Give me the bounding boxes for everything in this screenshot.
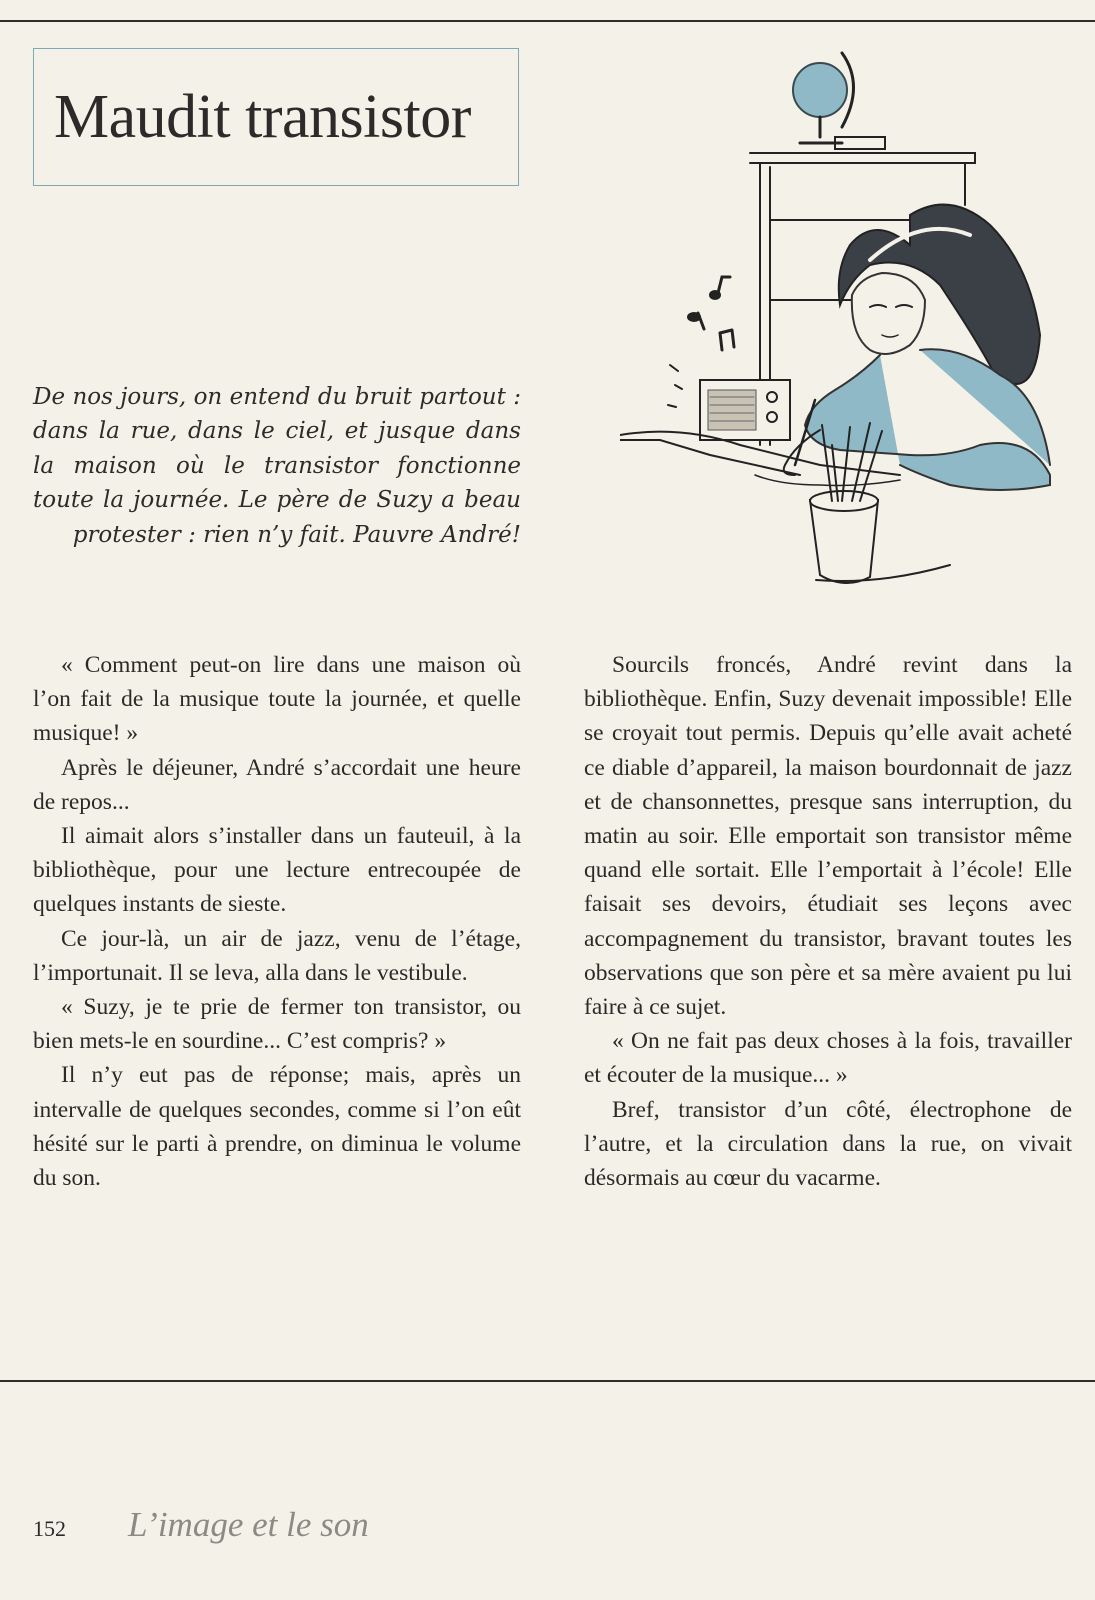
right-column xyxy=(584,648,1072,1195)
top-rule xyxy=(0,20,1095,22)
page-title: Maudit transistor xyxy=(54,83,471,151)
paragraph: « Suzy, je te prie de fermer ton transistor, ou bien mets-le en sourdine... C’est compris? » xyxy=(33,994,521,1055)
paragraph: « On ne fait pas deux choses à la fois, travailler et écouter de la musique... » xyxy=(584,1028,1072,1089)
paragraph: « Comment peut-on lire dans une maison où l’on fait de la musique toute la journée, et quelle musique! » xyxy=(33,652,521,747)
bottom-rule xyxy=(0,1380,1095,1382)
paragraph: Il n’y eut pas de réponse; mais, après un intervalle de quelques secondes, comme si l’on eût hésité sur le parti à prendre, on diminua le volume du son. xyxy=(33,1062,521,1192)
paragraph: Bref, transistor d’un côté, électrophone de l’autre, et la circulation dans la rue, on vivait désormais au cœur du vacarme. xyxy=(584,1096,1072,1192)
paragraph: Ce jour-là, un air de jazz, venu de l’étage, l’importunait. Il se leva, alla dans le vestibule. xyxy=(33,925,521,986)
left-column xyxy=(33,648,521,1195)
paragraph: Il aimait alors s’installer dans un fauteuil, à la bibliothèque, pour une lecture entrecoupée de quelques instants de sieste. xyxy=(33,823,521,918)
page-number: 152 xyxy=(33,1516,66,1541)
girl-radio-illustration-icon xyxy=(620,45,1075,605)
title-box xyxy=(33,48,519,186)
intro-paragraph: De nos jours, on entend du bruit partout : dans la rue, dans le ciel, et jusque dans la maison où le transistor fonctionne toute la journée. Le père de Suzy a beau protester : rien n’y fait. Pauvre André! xyxy=(33,384,521,548)
section-title: L’image et le son xyxy=(128,1505,369,1544)
paragraph: Après le déjeuner, André s’accordait une heure de repos... xyxy=(33,754,521,815)
paragraph: Sourcils froncés, André revint dans la bibliothèque. Enfin, Suzy devenait impossible! Elle se croyait tout permis. Depuis qu’elle avait acheté ce diable d’appareil, la maison bourdonnait de jazz et de chansonnettes, presque sans interruption, du matin au soir. Elle emportait son transistor même quand elle sortait. Elle l’emportait à l’école! Elle faisait ses devoirs, étudiait ses leçons avec accompagnement du transistor, bravant toutes les observations que son père et sa mère avaient pu lui faire à ce sujet. xyxy=(584,652,1072,1021)
